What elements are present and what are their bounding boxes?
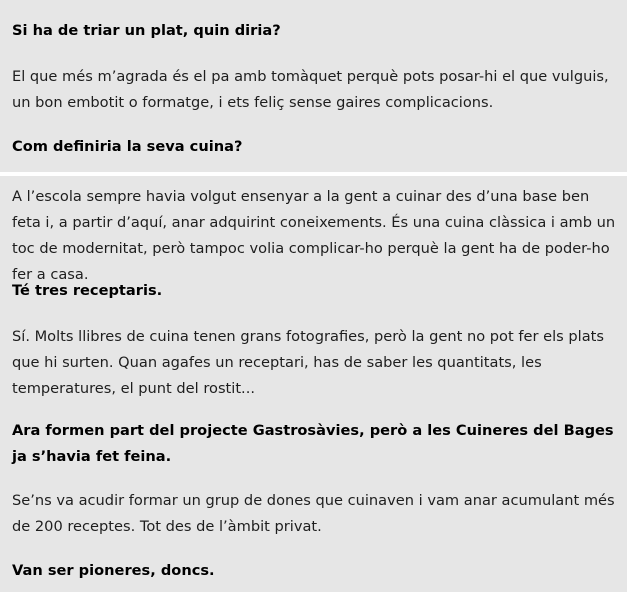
interview-answer: Sí. Molts llibres de cuina tenen grans fotografies, però la gent no pot fer els plats que hi surten. Quan agafes un receptari, has de saber les quantitats, les temperatures, el punt del rostit... — [12, 328, 604, 397]
interview-answer: A l’escola sempre havia volgut ensenyar a la gent a cuinar des d’una base ben feta i, a partir d’aquí, anar adquirint coneixements. És una cuina clàssica i amb un toc de modernitat, però tampoc volia complicar-ho perquè la gent ha de poder-ho fer a casa. — [12, 188, 616, 283]
interview-question: Si ha de triar un plat, quin diria? — [12, 22, 281, 39]
interview-question: Té tres receptaris. — [12, 282, 163, 299]
interview-answer: El que més m’agrada és el pa amb tomàquet perquè pots posar-hi el que vulguis, un bon embotit o formatge, i ets feliç sense gaires complicacions. — [12, 68, 609, 111]
interview-question: Com definiria la seva cuina? — [12, 138, 243, 155]
interview-answer: Se’ns va acudir formar un grup de dones que cuinaven i vam anar acumulant més de 200 receptes. Tot des de l’àmbit privat. — [12, 492, 615, 535]
interview-question: Ara formen part del projecte Gastrosàvies, però a les Cuineres del Bages ja s’havia fet feina. — [12, 422, 614, 465]
interview-question: Van ser pioneres, doncs. — [12, 562, 215, 579]
